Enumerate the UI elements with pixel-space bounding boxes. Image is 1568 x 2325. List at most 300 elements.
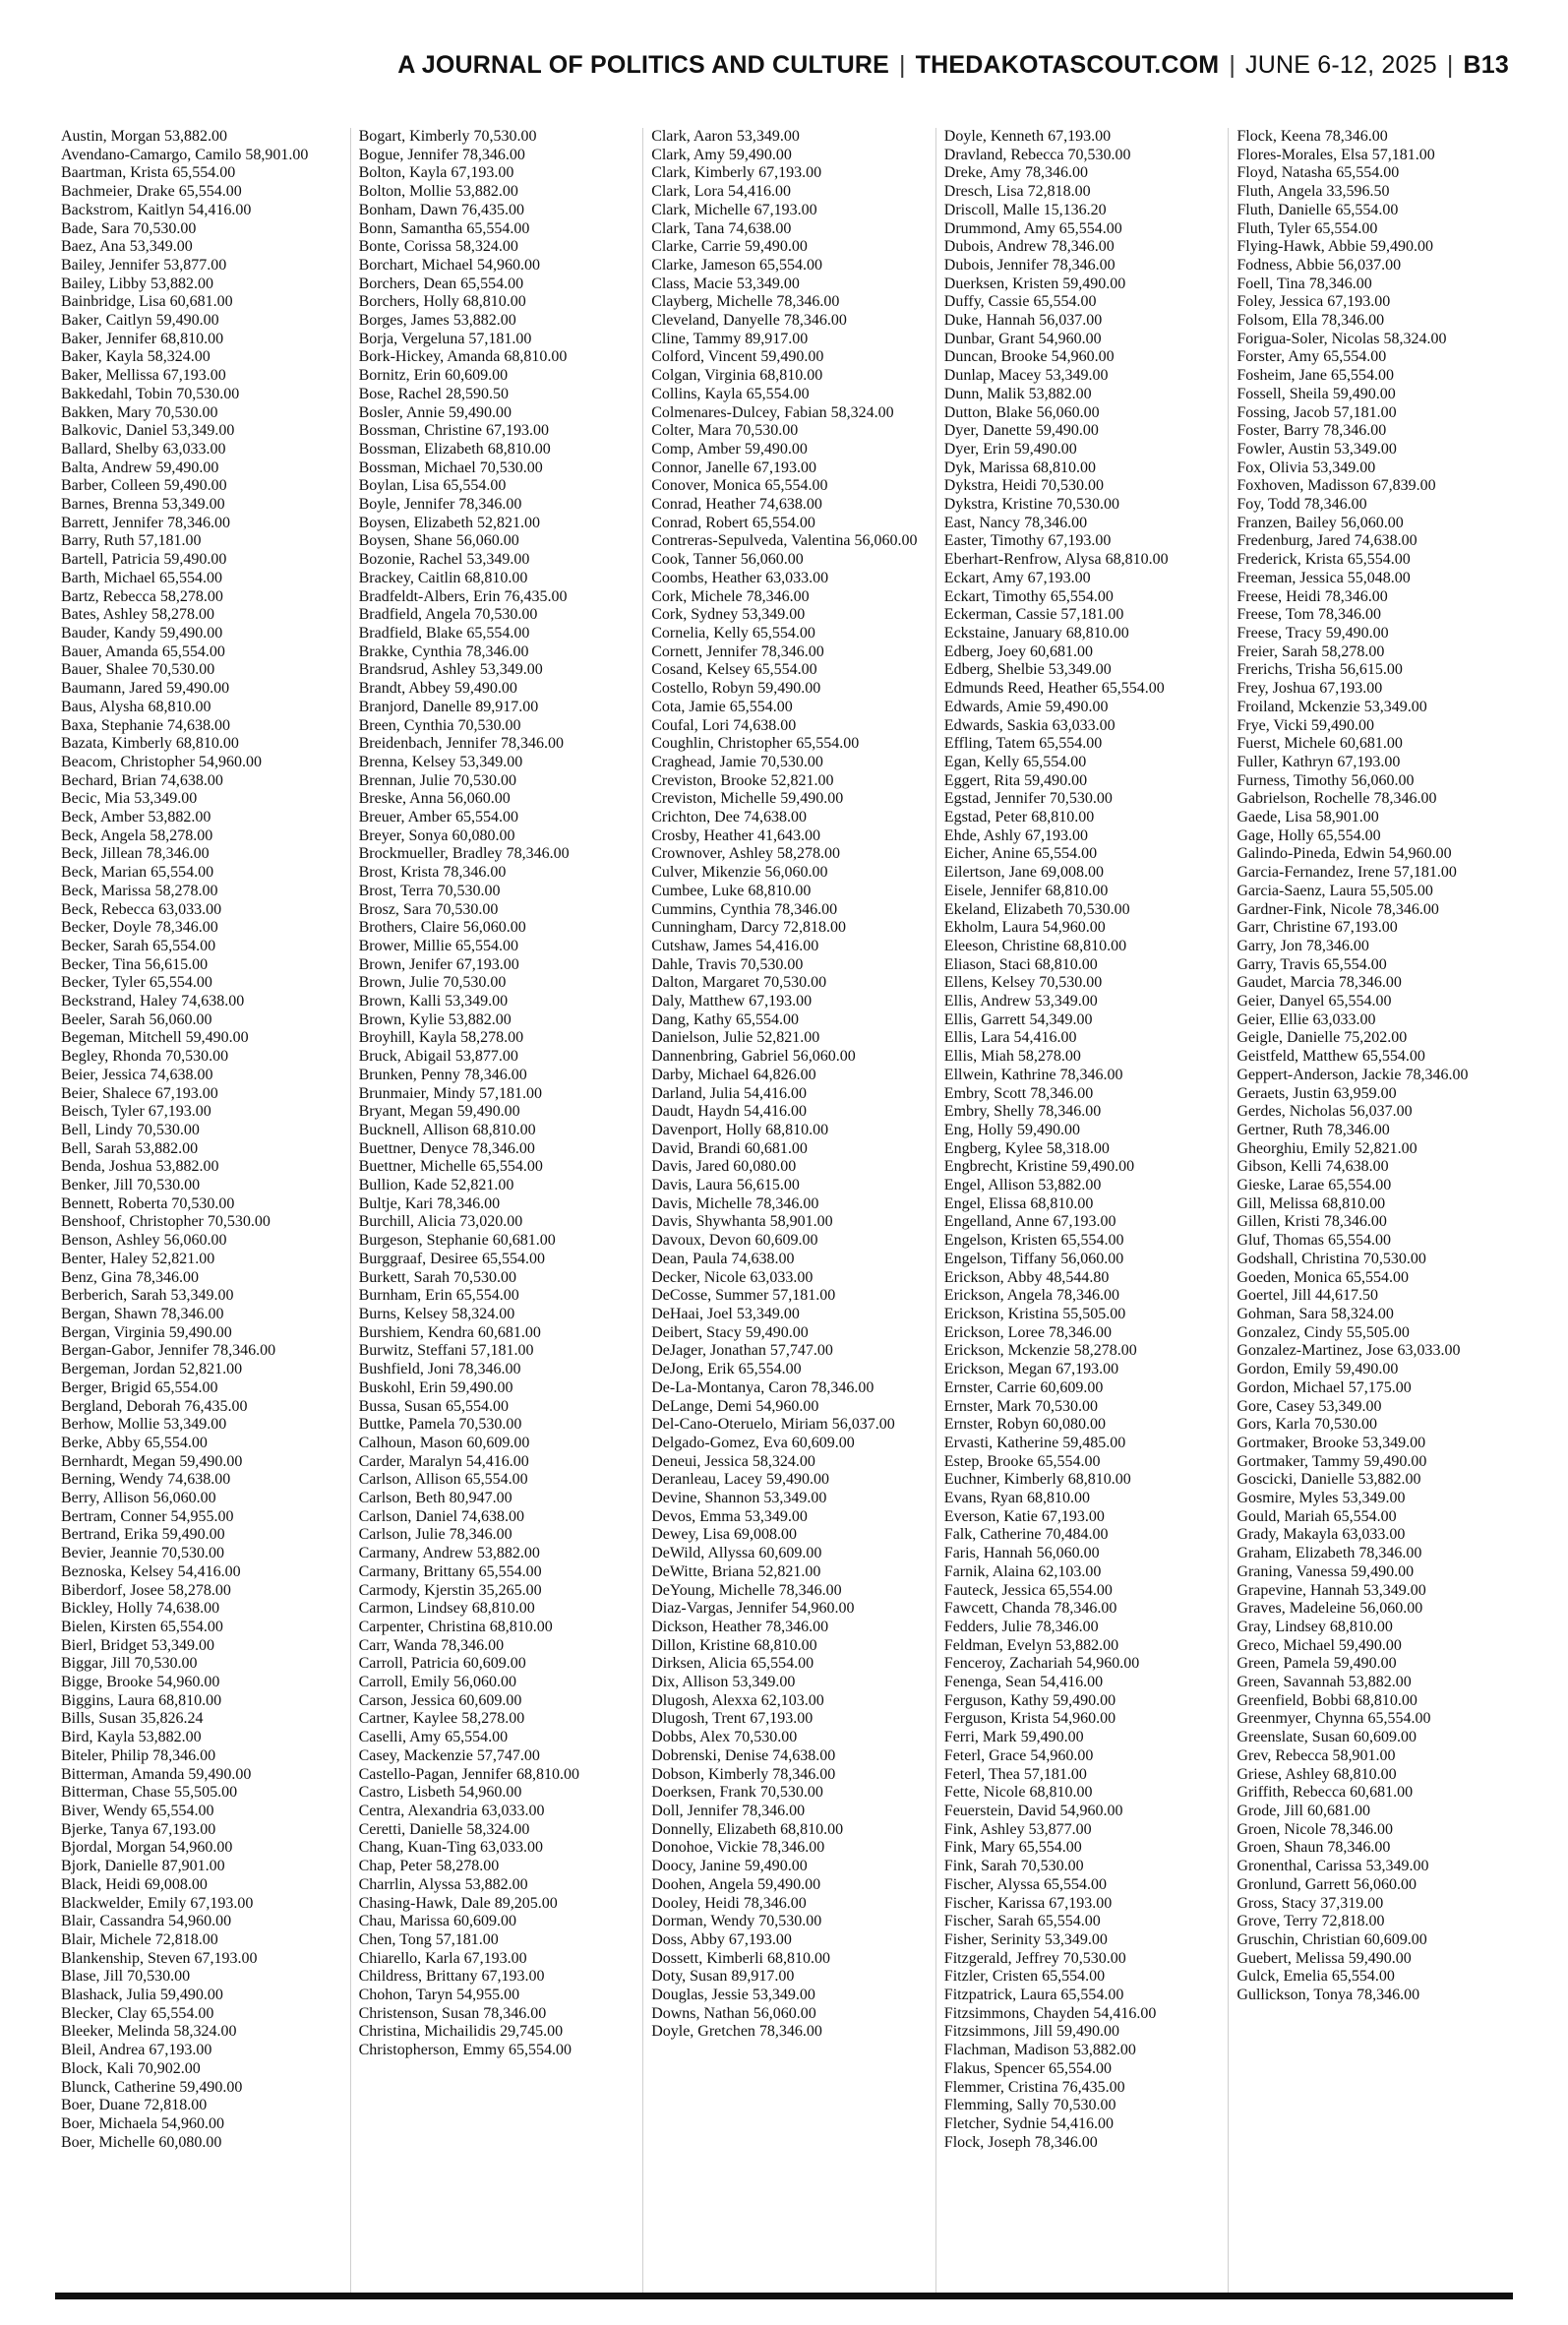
employee-name: Baartman, Krista: [61, 164, 169, 182]
salary-amount: 54,416.00: [188, 201, 252, 218]
salary-amount: 70,530.00: [763, 974, 827, 992]
employee-name: Easter, Timothy: [943, 532, 1045, 550]
employee-name: Castello-Pagan, Jennifer: [358, 1765, 513, 1783]
employee-name: Foy, Todd: [1236, 496, 1300, 514]
employee-name: Buettner, Michelle: [358, 1158, 476, 1176]
salary-amount: 57,181.00: [138, 532, 202, 550]
employee-name: Baez, Ana: [61, 238, 126, 256]
salary-entry: [359, 993, 633, 1011]
salary-entry: [651, 717, 926, 736]
employee-name: Bakken, Mary: [61, 403, 151, 421]
salary-entry: [61, 606, 340, 625]
salary-entry: [944, 1747, 1219, 1766]
salary-entry: [944, 1195, 1219, 1214]
salary-entry: [944, 1655, 1219, 1674]
employee-name: Gabrielson, Rochelle: [1236, 790, 1370, 808]
employee-name: Garr, Christine: [1236, 919, 1331, 937]
salary-entry: [61, 1048, 340, 1067]
salary-entry: [651, 1619, 926, 1637]
salary-amount: 70,530.00: [160, 1545, 224, 1562]
salary-amount: 78,346.00: [758, 2023, 822, 2041]
salary-entry: [61, 1821, 340, 1840]
employee-name: Gaudet, Marcia: [1236, 974, 1335, 992]
salary-entry: [359, 1858, 633, 1876]
employee-name: Bachmeier, Drake: [61, 183, 175, 201]
employee-name: Galindo-Pineda, Edwin: [1236, 845, 1385, 863]
salary-entry: [359, 1526, 633, 1545]
salary-amount: 65,554.00: [1336, 164, 1400, 182]
employee-name: Beier, Shalece: [61, 1084, 151, 1102]
salary-amount: 59,490.00: [159, 1987, 223, 2004]
salary-amount: 78,346.00: [1303, 496, 1367, 514]
salary-entry: [61, 1085, 340, 1104]
salary-amount: 78,346.00: [1059, 1066, 1123, 1083]
salary-amount: 53,882.00: [135, 1139, 199, 1157]
salary-amount: 68,810.00: [1030, 1194, 1094, 1212]
salary-amount: 56,615.00: [736, 1177, 800, 1194]
employee-name: Carlson, Daniel: [358, 1507, 458, 1525]
salary-amount: 58,324.00: [454, 238, 518, 256]
employee-name: Erickson, Megan: [943, 1361, 1053, 1378]
salary-amount: 70,530.00: [1066, 900, 1130, 918]
salary-entry: [61, 570, 340, 588]
page-header: [59, 51, 1509, 85]
employee-name: Bates, Ashley: [61, 606, 148, 624]
salary-entry: [61, 312, 340, 331]
employee-name: Bartell, Patricia: [61, 551, 160, 569]
salary-entry: [359, 956, 633, 975]
salary-entry: [61, 331, 340, 349]
salary-amount: 78,346.00: [500, 735, 564, 753]
salary-entry: [944, 883, 1219, 901]
salary-entry: [61, 1342, 340, 1361]
salary-entry: [651, 331, 926, 349]
salary-amount: 67,193.00: [753, 459, 816, 476]
salary-entry: [651, 845, 926, 864]
employee-name: Benter, Haley: [61, 1250, 149, 1267]
employee-name: Foell, Tina: [1236, 275, 1305, 292]
salary-entry: [1236, 331, 1511, 349]
salary-entry: [944, 1692, 1219, 1711]
salary-amount: 78,346.00: [1052, 256, 1116, 274]
employee-name: Grode, Jill: [1236, 1802, 1303, 1819]
salary-entry: [61, 404, 340, 423]
salary-amount: 56,060.00: [453, 1674, 517, 1691]
salary-amount: 68,810.00: [462, 293, 526, 311]
employee-name: Ekholm, Laura: [943, 919, 1039, 937]
salary-amount: 59,490.00: [161, 1526, 225, 1544]
employee-name: Berger, Brigid: [61, 1378, 151, 1396]
salary-entry: [359, 238, 633, 257]
salary-amount: 65,554.00: [1335, 201, 1399, 218]
employee-name: Carroll, Emily: [358, 1674, 451, 1691]
salary-amount: 70,530.00: [171, 1194, 235, 1212]
employee-name: Flakus, Spencer: [943, 2059, 1045, 2077]
salary-amount: 67,193.00: [148, 1103, 211, 1121]
salary-amount: 70,530.00: [758, 1913, 822, 1930]
employee-name: Burkett, Sarah: [358, 1268, 451, 1286]
salary-amount: 70,530.00: [1314, 1416, 1378, 1434]
salary-amount: 70,530.00: [1035, 1397, 1099, 1415]
salary-amount: 60,681.00: [1339, 735, 1403, 753]
salary-amount: 60,609.00: [758, 1545, 822, 1562]
salary-amount: 59,490.00: [166, 680, 230, 698]
employee-name: Burnham, Erin: [358, 1287, 452, 1305]
salary-amount: 63,033.00: [750, 1268, 814, 1286]
salary-entry: [359, 1269, 633, 1288]
salary-entry: [61, 1876, 340, 1895]
salary-entry: [359, 1195, 633, 1214]
salary-entry: [651, 128, 926, 147]
employee-name: Dyer, Erin: [943, 440, 1010, 458]
salary-entry: [944, 220, 1219, 239]
publication-tagline: A JOURNAL OF POLITICS AND CULTURE: [397, 51, 889, 79]
employee-name: Avendano-Camargo, Camilo: [61, 146, 242, 163]
employee-name: Dickson, Heather: [651, 1618, 762, 1635]
employee-name: Bose, Rachel: [358, 385, 443, 402]
salary-amount: 59,490.00: [155, 459, 219, 476]
salary-entry: [61, 515, 340, 533]
employee-name: Frye, Vicki: [1236, 716, 1308, 734]
employee-name: Forster, Amy: [1236, 348, 1320, 366]
salary-amount: 68,810.00: [464, 569, 528, 586]
employee-name: Dewey, Lisa: [651, 1526, 731, 1544]
salary-entry: [359, 680, 633, 699]
salary-amount: 60,681.00: [1350, 1784, 1414, 1802]
salary-amount: 70,530.00: [136, 1121, 200, 1138]
employee-name: Becic, Mia: [61, 790, 131, 808]
salary-entry: [651, 1876, 926, 1895]
salary-amount: 56,037.00: [1039, 312, 1103, 330]
salary-amount: 53,349.00: [466, 551, 530, 569]
salary-amount: 78,346.00: [778, 1581, 842, 1599]
salary-amount: 57,747.00: [476, 1746, 540, 1764]
employee-name: Flying-Hawk, Abbie: [1236, 238, 1366, 256]
employee-name: Ehde, Ashly: [943, 826, 1022, 844]
salary-entry: [61, 367, 340, 386]
salary-entry: [651, 386, 926, 404]
salary-amount: 59,490.00: [1369, 238, 1433, 256]
salary-amount: 70,530.00: [453, 771, 517, 789]
salary-amount: 54,960.00: [1388, 845, 1452, 863]
salary-amount: 74,638.00: [181, 993, 245, 1010]
employee-name: Fletcher, Sydnie: [943, 2114, 1048, 2132]
salary-amount: 59,490.00: [1017, 1121, 1081, 1138]
salary-entry: [61, 883, 340, 901]
salary-entry: [1236, 1158, 1511, 1177]
salary-entry: [359, 128, 633, 147]
employee-name: Barth, Michael: [61, 569, 155, 586]
employee-name: Chau, Marissa: [358, 1913, 451, 1930]
salary-amount: 58,278.00: [776, 845, 840, 863]
salary-entry: [944, 551, 1219, 570]
salary-amount: 65,554.00: [1043, 1875, 1107, 1893]
employee-name: Christina, Michailidis: [358, 2023, 497, 2041]
salary-amount: 68,810.00: [1063, 937, 1127, 954]
salary-amount: 59,490.00: [448, 403, 512, 421]
salary-amount: 65,554.00: [455, 937, 519, 954]
salary-entry: [61, 238, 340, 257]
employee-name: Franzen, Bailey: [1236, 514, 1337, 531]
employee-name: Gertner, Ruth: [1236, 1121, 1323, 1138]
salary-amount: 59,490.00: [155, 312, 219, 330]
employee-name: Balta, Andrew: [61, 459, 152, 476]
employee-name: Fox, Olivia: [1236, 459, 1309, 476]
salary-entry: [944, 1839, 1219, 1858]
employee-name: Greenmyer, Chynna: [1236, 1710, 1364, 1728]
employee-name: Brown, Julie: [358, 974, 440, 992]
salary-amount: 70,530.00: [1362, 1250, 1426, 1267]
salary-amount: 56,060.00: [462, 919, 526, 937]
salary-amount: 44,617.50: [1314, 1287, 1378, 1305]
employee-name: Brandsrud, Ashley: [358, 661, 476, 679]
salary-amount: 78,346.00: [461, 146, 525, 163]
salary-entry: [944, 2042, 1219, 2060]
salary-entry: [1236, 238, 1511, 257]
salary-entry: [944, 1931, 1219, 1950]
salary-entry: [359, 459, 633, 478]
employee-name: Fodness, Abbie: [1236, 256, 1335, 274]
employee-name: Doocy, Janine: [651, 1858, 741, 1875]
salary-amount: 57,181.00: [1393, 864, 1457, 882]
employee-name: Burgeson, Stephanie: [358, 1232, 489, 1250]
salary-entry: [944, 661, 1219, 680]
salary-entry: [651, 974, 926, 993]
employee-name: Dooley, Heidi: [651, 1894, 740, 1912]
salary-entry: [61, 1931, 340, 1950]
employee-name: Chohon, Taryn: [358, 1987, 453, 2004]
salary-entry: [944, 1526, 1219, 1545]
salary-entry: [359, 1655, 633, 1674]
salary-entry: [651, 1287, 926, 1306]
employee-name: Boyle, Jennifer: [358, 496, 455, 514]
salary-amount: 65,554.00: [1367, 1710, 1431, 1728]
employee-name: Dravland, Rebecca: [943, 146, 1064, 163]
salary-entry: [1236, 1747, 1511, 1766]
salary-entry: [359, 1140, 633, 1159]
salary-entry: [1236, 532, 1511, 551]
employee-name: Bossman, Elizabeth: [358, 440, 484, 458]
salary-entry: [359, 2042, 633, 2060]
salary-entry: [651, 1747, 926, 1766]
salary-amount: 53,349.00: [744, 1507, 808, 1525]
salary-amount: 65,554.00: [1033, 293, 1097, 311]
salary-entry: [61, 1968, 340, 1987]
salary-amount: 54,955.00: [456, 1987, 520, 2004]
employee-name: Erickson, Angela: [943, 1287, 1053, 1305]
salary-amount: 78,346.00: [1357, 1987, 1420, 2004]
employee-name: Davenport, Holly: [651, 1121, 762, 1138]
salary-amount: 53,349.00: [459, 753, 523, 770]
salary-entry: [359, 643, 633, 662]
employee-name: Darby, Michael: [651, 1066, 750, 1083]
employee-name: Edwards, Amie: [943, 698, 1042, 715]
salary-amount: 67,193.00: [1055, 1361, 1119, 1378]
employee-name: Foxhoven, Madisson: [1236, 477, 1369, 495]
salary-amount: 54,960.00: [1059, 1802, 1123, 1819]
salary-amount: 56,060.00: [740, 551, 804, 569]
salary-amount: 65,554.00: [455, 1287, 519, 1305]
salary-amount: 60,681.00: [1030, 642, 1094, 660]
salary-amount: 58,324.00: [752, 1452, 815, 1470]
employee-name: Chasing-Hawk, Dale: [358, 1894, 491, 1912]
salary-amount: 67,193.00: [1327, 293, 1391, 311]
salary-entry: [1236, 441, 1511, 459]
salary-amount: 59,490.00: [1013, 440, 1077, 458]
employee-name: Gronlund, Garrett: [1236, 1875, 1351, 1893]
salary-amount: 41,643.00: [757, 826, 821, 844]
salary-amount: 67,193.00: [190, 1894, 254, 1912]
salary-amount: 63,033.00: [1312, 1010, 1376, 1028]
salary-amount: 56,060.00: [447, 790, 511, 808]
salary-amount: 68,810.00: [471, 1600, 535, 1618]
salary-entry: [359, 1876, 633, 1895]
salary-amount: 65,554.00: [1331, 1968, 1395, 1986]
employee-name: Burns, Kelsey: [358, 1306, 449, 1322]
employee-name: Frerichs, Trisha: [1236, 661, 1336, 679]
salary-entry: [61, 459, 340, 478]
employee-name: Brown, Jenifer: [358, 955, 452, 973]
salary-amount: 60,609.00: [754, 1232, 818, 1250]
salary-amount: 68,810.00: [1065, 624, 1129, 642]
salary-entry: [359, 441, 633, 459]
salary-amount: 53,882.00: [476, 1545, 540, 1562]
salary-entry: [651, 1177, 926, 1195]
salary-amount: 70,530.00: [1041, 477, 1104, 495]
salary-entry: [1236, 938, 1511, 956]
employee-name: Dean, Paula: [651, 1250, 728, 1267]
salary-entry: [651, 459, 926, 478]
salary-entry: [359, 754, 633, 772]
employee-name: Clark, Aaron: [651, 128, 733, 145]
salary-amount: 78,346.00: [449, 1526, 513, 1544]
salary-amount: 63,033.00: [480, 1839, 544, 1857]
employee-name: Barry, Ruth: [61, 532, 135, 550]
salary-amount: 60,080.00: [158, 2133, 222, 2151]
salary-entry: [651, 312, 926, 331]
salary-amount: 53,349.00: [736, 1306, 800, 1322]
salary-entry: [61, 1232, 340, 1251]
salary-amount: 65,554.00: [1049, 2059, 1112, 2077]
employee-name: Bruck, Abigail: [358, 1048, 452, 1066]
salary-amount: 58,278.00: [154, 882, 218, 899]
employee-name: Dobbs, Alex: [651, 1729, 731, 1746]
employee-name: Boer, Michelle: [61, 2133, 155, 2151]
salary-entry: [651, 496, 926, 515]
employee-name: Becker, Doyle: [61, 919, 151, 937]
salary-entry: [61, 532, 340, 551]
salary-entry: [944, 1122, 1219, 1140]
employee-name: Graning, Vanessa: [1236, 1562, 1348, 1580]
salary-entry: [651, 1269, 926, 1288]
employee-name: Gosmire, Myles: [1236, 1490, 1339, 1507]
employee-name: Goeden, Monica: [1236, 1268, 1343, 1286]
salary-entry: [359, 1379, 633, 1398]
salary-amount: 60,609.00: [445, 367, 509, 385]
salary-amount: 78,346.00: [1317, 606, 1381, 624]
salary-entry: [944, 974, 1219, 993]
salary-entry: [1236, 1251, 1511, 1269]
employee-name: Greenfield, Bobbi: [1236, 1691, 1351, 1709]
salary-amount: 65,554.00: [1037, 1452, 1101, 1470]
employee-name: Eilertson, Jane: [943, 864, 1037, 882]
employee-name: Black, Heidi: [61, 1875, 141, 1893]
salary-entry: [61, 220, 340, 239]
employee-name: Bjerke, Tanya: [61, 1820, 150, 1838]
page-number: B13: [1463, 51, 1509, 79]
salary-entry: [359, 1692, 633, 1711]
salary-amount: 63,033.00: [158, 900, 222, 918]
salary-amount: 78,346.00: [1321, 312, 1385, 330]
salary-amount: 29,745.00: [500, 2023, 564, 2041]
salary-amount: 53,349.00: [732, 1674, 796, 1691]
salary-entry: [651, 1011, 926, 1030]
employee-name: Greenslate, Susan: [1236, 1729, 1351, 1746]
employee-name: Ellis, Andrew: [943, 993, 1031, 1010]
employee-name: Delgado-Gomez, Eva: [651, 1434, 788, 1451]
employee-name: Berberich, Sarah: [61, 1287, 167, 1305]
employee-name: Coufal, Lori: [651, 716, 730, 734]
salary-amount: 78,346.00: [1326, 1121, 1390, 1138]
employee-name: Deranleau, Lacey: [651, 1471, 762, 1489]
salary-amount: 72,818.00: [1027, 183, 1091, 201]
salary-amount: 67,193.00: [1053, 1213, 1116, 1231]
salary-amount: 53,349.00: [1045, 367, 1109, 385]
employee-name: Driscoll, Malle: [943, 201, 1040, 218]
salary-amount: 67,193.00: [754, 201, 817, 218]
salary-amount: 65,554.00: [466, 624, 530, 642]
employee-name: Falk, Catherine: [943, 1526, 1042, 1544]
employee-name: Engel, Allison: [943, 1177, 1035, 1194]
employee-name: Blecker, Clay: [61, 2004, 148, 2022]
salary-entry: [1236, 790, 1511, 809]
employee-name: Blankenship, Steven: [61, 1949, 191, 1967]
salary-amount: 70,530.00: [453, 1268, 517, 1286]
employee-name: Estep, Brooke: [943, 1452, 1034, 1470]
salary-amount: 78,346.00: [135, 1268, 199, 1286]
salary-entry: [944, 404, 1219, 423]
employee-name: Bogue, Jennifer: [358, 146, 458, 163]
salary-amount: 65,554.00: [445, 1729, 509, 1746]
salary-amount: 59,490.00: [1024, 771, 1088, 789]
employee-name: Eliason, Staci: [943, 955, 1031, 973]
employee-name: Calhoun, Mason: [358, 1434, 463, 1451]
salary-amount: 53,882.00: [164, 128, 228, 145]
salary-amount: 69,008.00: [734, 1526, 798, 1544]
salary-amount: 70,530.00: [127, 1968, 191, 1986]
salary-amount: 65,554.00: [1018, 1839, 1082, 1857]
salary-amount: 67,193.00: [758, 164, 822, 182]
salary-entry: [944, 1011, 1219, 1030]
employee-name: Clark, Kimberly: [651, 164, 755, 182]
salary-entry: [651, 1582, 926, 1601]
employee-name: Dunbar, Grant: [943, 330, 1035, 347]
salary-amount: 65,554.00: [1058, 219, 1122, 237]
salary-amount: 58,324.00: [173, 2023, 237, 2041]
salary-amount: 54,960.00: [1053, 1710, 1116, 1728]
salary-entry: [61, 1729, 340, 1747]
salary-entry: [359, 1251, 633, 1269]
salary-entry: [944, 919, 1219, 938]
employee-name: Dlugosh, Trent: [651, 1710, 747, 1728]
employee-name: Embry, Scott: [943, 1084, 1027, 1102]
employee-name: Doerksen, Frank: [651, 1784, 756, 1802]
salary-entry: [1236, 901, 1511, 920]
salary-amount: 54,960.00: [477, 256, 540, 274]
employee-name: Benda, Joshua: [61, 1158, 152, 1176]
employee-name: Bitterman, Chase: [61, 1784, 171, 1802]
salary-amount: 54,960.00: [156, 1674, 220, 1691]
